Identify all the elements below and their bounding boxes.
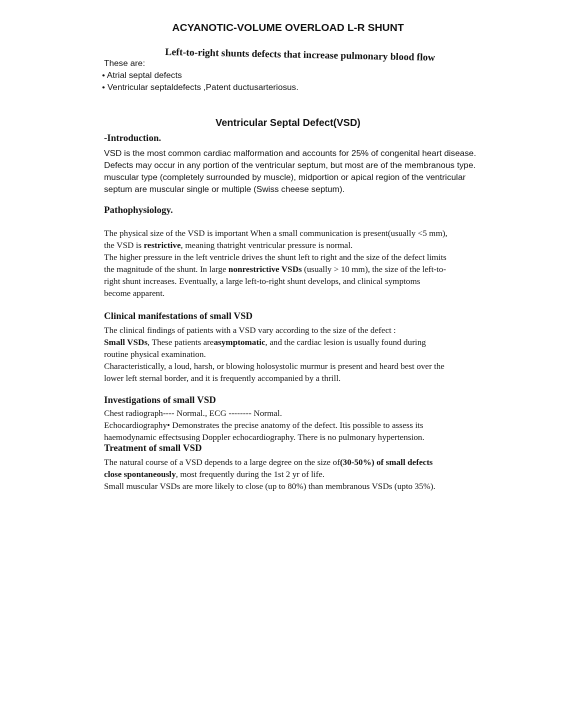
text-line: haemodynamic effectsusing Doppler echocardiography. There is no pulmonary hypertension. <box>104 432 425 442</box>
text-line: Chest radiograph---- Normal., ECG -------- Normal. <box>104 408 283 418</box>
text-line: lower left sternal border, and it is frequently accompanied by a thrill. <box>104 373 341 383</box>
intro-item: • Atrial septal defects <box>102 70 182 80</box>
text-line: right shunt increases. Eventually, a large left-to-right shunt develops, and clinical symptoms <box>104 276 421 286</box>
text-line: close spontaneously, most frequently during the 1st 2 yr of life. <box>104 469 325 479</box>
page-title: ACYANOTIC-VOLUME OVERLOAD L-R SHUNT <box>172 22 404 34</box>
text-line: The physical size of the VSD is important When a small communication is present(usually <5 mm), <box>104 228 448 238</box>
text-line: Defects may occur in any portion of the ventricular septum, but most are of the membranous type. <box>104 160 476 170</box>
heading-pathophysiology: Pathophysiology. <box>104 206 173 216</box>
bullet-icon: • <box>102 82 108 92</box>
text-line: the VSD is restrictive, meaning thatright ventricular pressure is normal. <box>104 240 353 250</box>
text-line: muscular type (completely surrounded by muscle), midportion or apical region of the ventricular <box>104 172 466 182</box>
text-line: The higher pressure in the left ventricle drives the shunt left to right and the size of the defect limits <box>104 252 447 262</box>
text-line: VSD is the most common cardiac malformation and accounts for 25% of congenital heart disease. <box>104 148 477 158</box>
text-line: Small muscular VSDs are more likely to close (up to 80%) than membranous VSDs (upto 35%). <box>104 481 436 491</box>
heading-investigations: Investigations of small VSD <box>104 396 216 406</box>
heading-treatment: Treatment of small VSD <box>104 444 202 454</box>
text-line: Characteristically, a loud, harsh, or blowing holosystolic murmur is present and heard best over the <box>104 361 445 371</box>
page-subtitle: Left-to-right shunts defects that increase pulmonary blood flow <box>164 47 436 64</box>
section-title-vsd: Ventricular Septal Defect(VSD) <box>215 118 361 129</box>
text-line: become apparent. <box>104 288 165 298</box>
intro-item: • Ventricular septaldefects ,Patent ductusarteriosus. <box>102 82 299 92</box>
text-line: routine physical examination. <box>104 349 206 359</box>
text-line: the magnitude of the shunt. In large nonrestrictive VSDs (usually > 10 mm), the size of the left-to- <box>104 264 447 274</box>
intro-lead: These are: <box>104 58 146 68</box>
text-line: Echocardiography• Demonstrates the precise anatomy of the defect. Itis possible to assess its <box>104 420 424 430</box>
heading-introduction: -Introduction. <box>104 134 162 144</box>
text-line: Small VSDs, These patients areasymptomatic, and the cardiac lesion is usually found during <box>104 337 426 347</box>
text-line: The natural course of a VSD depends to a large degree on the size of(30-50%) of small defects <box>104 457 433 467</box>
heading-clinical: Clinical manifestations of small VSD <box>104 312 253 322</box>
text-line: The clinical findings of patients with a VSD vary according to the size of the defect : <box>104 325 396 335</box>
bullet-icon: • <box>102 70 107 80</box>
text-line: septum are muscular single or multiple (Swiss cheese septum). <box>104 184 345 194</box>
